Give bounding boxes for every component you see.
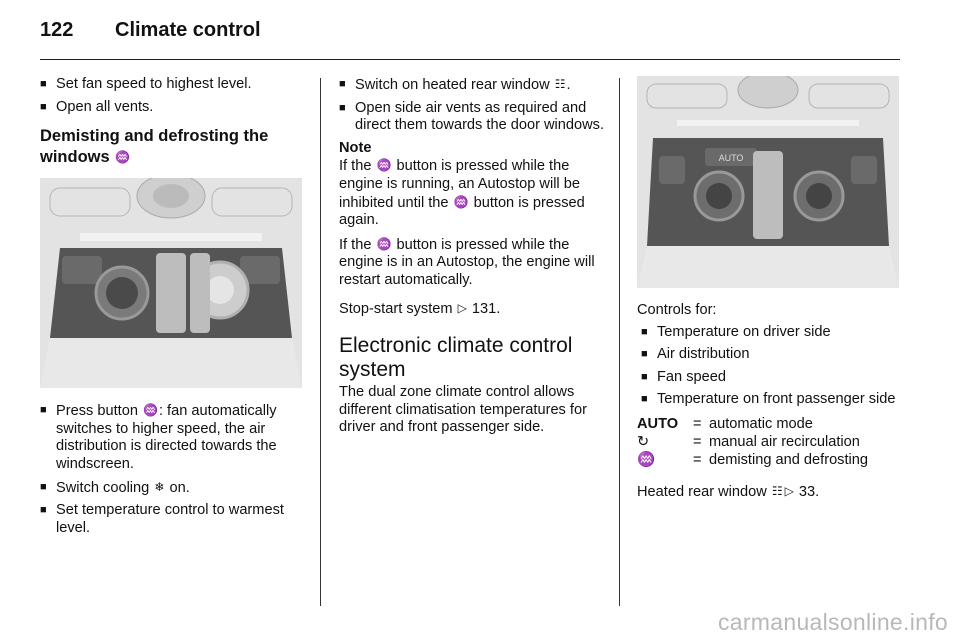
left-column xyxy=(40,76,306,542)
controls-label: Controls for: xyxy=(637,302,717,318)
list-item: ■ Press button ♒: fan automatically switches to higher speed, the air distribution is directed towards the windscreen. xyxy=(40,402,306,473)
page-ref-link[interactable]: 33. xyxy=(798,483,820,500)
snowflake-icon: ❄ xyxy=(154,479,165,494)
list-item: ■ Fan speed xyxy=(641,369,903,387)
demist-icon: ♒ xyxy=(376,158,392,173)
list-item: ■ Temperature on front passenger side xyxy=(641,391,903,409)
demist-icon: ♒ xyxy=(143,403,158,418)
middle-column xyxy=(339,76,605,443)
heated-rear-window-icon: ☷ xyxy=(554,77,566,91)
section-body-ecc: The dual zone climate control allows different climatisation temperatures for driver and front passenger side. xyxy=(339,384,587,436)
watermark: carmanualsonline.info xyxy=(717,609,948,635)
page-ref-link[interactable]: 131. xyxy=(471,300,501,317)
definitions-table: AUTO = automatic mode ↻ = manual air recirculation ♒ = demisting and defrosting xyxy=(637,415,869,468)
list-item: ■ Air distribution xyxy=(641,346,903,364)
page-ref-arrow-icon: ▷ xyxy=(457,300,467,315)
note-paragraph-2: If the ♒ button is pressed while the engine is in an Autostop, the engine will restart automatically. xyxy=(339,236,595,288)
list-item: ■ Set temperature control to warmest level. xyxy=(40,502,306,537)
list-item: ■ Open all vents. xyxy=(40,99,306,117)
list-item: ■ Switch cooling ❄ on. xyxy=(40,479,306,498)
note-paragraph-1: If the ♒ button is pressed while the engine is running, an Autostop will be inhibited until the ♒ button is pressed again. xyxy=(339,158,585,229)
stop-start-ref: Stop-start system ▷ 131. xyxy=(339,300,501,317)
column-divider-2 xyxy=(619,78,620,606)
demist-icon: ♒ xyxy=(115,150,131,165)
page-header xyxy=(40,19,261,42)
page-title: Climate control xyxy=(115,19,261,41)
page-ref-arrow-icon: ▷ xyxy=(784,483,794,498)
recirculation-icon: ↻ xyxy=(637,433,650,450)
list-item: ■ Open side air vents as required and direct them towards the door windows. xyxy=(339,100,605,135)
climate-panel-image-small xyxy=(40,178,302,388)
right-column xyxy=(637,76,903,508)
panel-auto-label: AUTO xyxy=(718,153,744,163)
header-rule xyxy=(40,59,900,60)
note-label: Note xyxy=(339,139,372,156)
demist-icon: ♒ xyxy=(637,451,656,468)
list-item: ■ Switch on heated rear window ☷. xyxy=(339,76,605,95)
page-number: 122 xyxy=(40,19,74,41)
climate-panel-image-dual xyxy=(637,76,899,288)
heated-rear-window-icon: ☷ xyxy=(771,483,783,498)
def-key-auto: AUTO xyxy=(637,415,679,432)
list-item: ■ Set fan speed to highest level. xyxy=(40,76,306,94)
demist-icon: ♒ xyxy=(453,194,469,209)
list-item: ■ Temperature on driver side xyxy=(641,324,903,342)
section-title-ecc: Electronic climate control system xyxy=(339,334,573,382)
column-divider-1 xyxy=(320,78,321,606)
heated-rear-window-ref: Heated rear window ☷ ▷ 33. xyxy=(637,483,820,500)
demist-icon: ♒ xyxy=(376,236,392,251)
section-heading-demisting: Demisting and defrosting the windows ♒ xyxy=(40,127,269,167)
